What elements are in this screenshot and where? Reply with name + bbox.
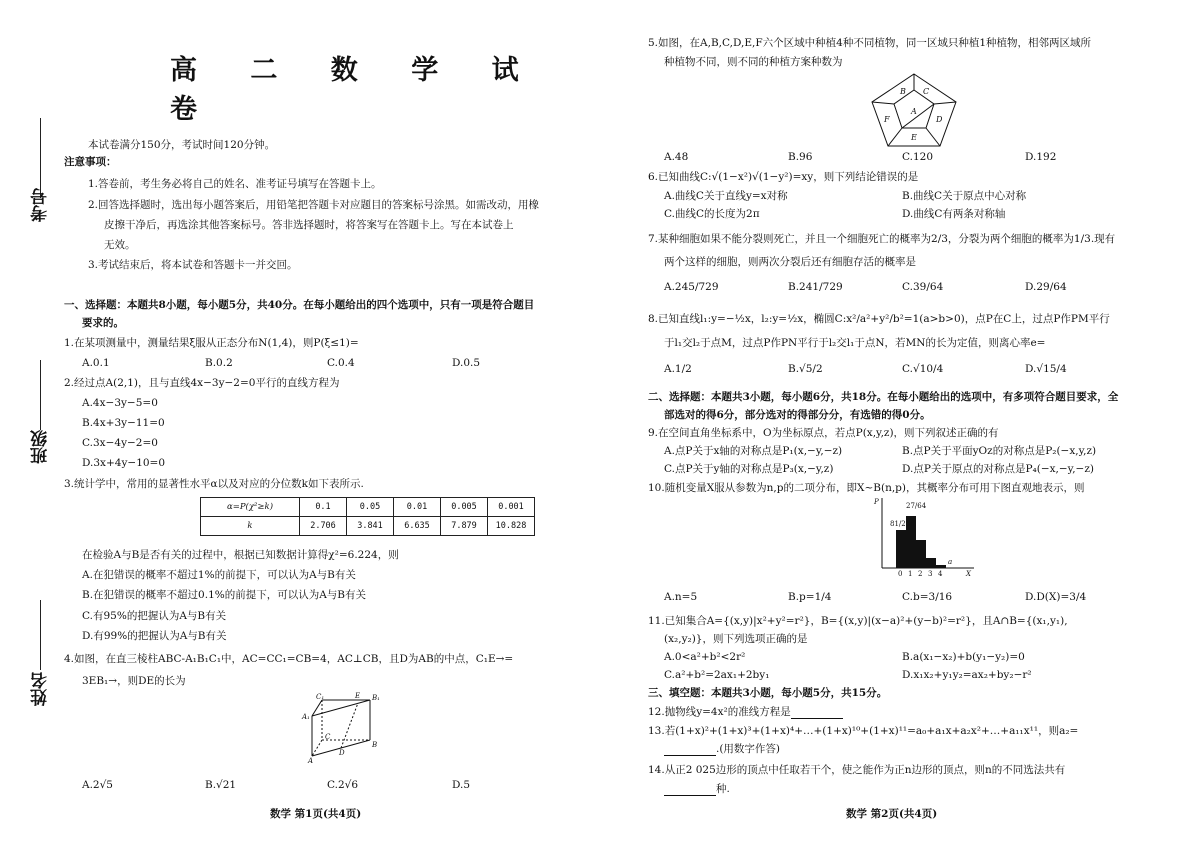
table-cell: 6.635 — [394, 517, 441, 536]
tick-4: 4 — [938, 570, 943, 578]
exam-title: 高 二 数 学 试 卷 — [170, 55, 541, 125]
q1-opt-d: D.0.5 — [452, 357, 481, 369]
q4-opt-d: D.5 — [452, 779, 471, 791]
q1-opt-c: C.0.4 — [327, 357, 355, 369]
q14-stem-2 — [664, 782, 730, 796]
table-header-cell: 0.05 — [347, 498, 394, 517]
q3-condition: 在检验A与B是否有关的过程中，根据已知数据计算得χ²=6.224，则 — [82, 549, 399, 561]
fig-label-d: D — [339, 749, 345, 757]
region-c: C — [923, 87, 930, 96]
q14-answer-blank[interactable] — [664, 784, 716, 796]
q1-opt-b: B.0.2 — [205, 357, 233, 369]
page-footer-2: 数学 第2页(共4页) — [846, 808, 938, 820]
intro-text: 本试卷满分150分，考试时间120分钟。 — [88, 139, 276, 151]
q9-opt-c: C.点P关于y轴的对称点是P₃(x,−y,z) — [664, 463, 834, 475]
q1-opt-a: A.0.1 — [82, 357, 110, 369]
q2-stem: 2.经过点A(2,1)，且与直线4x−3y−2=0平行的直线方程为 — [64, 377, 340, 389]
q9-opt-d: D.点P关于原点的对称点是P₄(−x,−y,−z) — [902, 463, 1094, 475]
q9-stem: 9.在空间直角坐标系中，O为坐标原点，若点P(x,y,z)，则下列叙述正确的有 — [648, 427, 999, 439]
q10-stem: 10.随机变量X服从参数为n,p的二项分布，即X~B(n,p)，其概率分布可用下图直观地表示，则 — [648, 482, 1085, 494]
q10-opt-d: D.D(X)=3/4 — [1025, 591, 1087, 603]
tick-0: 0 — [898, 570, 903, 578]
tick-1: 1 — [908, 570, 913, 578]
q9-opt-a: A.点P关于x轴的对称点是P₁(x,−y,−z) — [664, 445, 843, 457]
table-row — [201, 498, 535, 517]
q2-opt-c: C.3x−4y−2=0 — [82, 437, 158, 449]
region-f: F — [884, 115, 890, 124]
q8-opt-c: C.√10/4 — [902, 363, 944, 375]
label-27-64: 27/64 — [906, 502, 927, 510]
q13-answer-blank[interactable] — [664, 744, 716, 756]
page-footer-1: 数学 第1页(共4页) — [270, 808, 362, 820]
section3-heading: 三、填空题：本题共3小题，每小题5分，共15分。 — [648, 687, 888, 699]
side-label-xingming: 姓名 — [31, 672, 51, 706]
tick-3: 3 — [928, 570, 933, 578]
q8-opt-a: A.1/2 — [664, 363, 692, 375]
q4-opt-a: A.2√5 — [82, 779, 113, 791]
q11-stem: 11.已知集合A={(x,y)|x²+y²=r²}，B={(x,y)|(x−a)²+(y−b)²=r²}，且A∩B={(x₁,y₁), — [648, 615, 1068, 627]
table-header-cell: 0.1 — [300, 498, 347, 517]
table-cell: 10.828 — [488, 517, 535, 536]
notice-2b: 皮擦干净后，再选涂其他答案标号。答非选择题时，将答案写在答题卡上。写在本试卷上 — [104, 219, 514, 231]
fig-label-b: B — [372, 741, 378, 749]
q14-text-2: 种. — [716, 783, 730, 795]
q8-stem-2: 于l₁交l₂于点M，过点P作PN平行于l₂交l₁于点N，若MN的长为定值，则离心率e= — [664, 337, 1046, 349]
table-header-cell: 0.01 — [394, 498, 441, 517]
fig-label-a: A — [308, 757, 314, 764]
q4-stem: 4.如图，在直三棱柱ABC-A₁B₁C₁中，AC=CC₁=CB=4，AC⊥CB，且D为AB的中点，C₁E→= — [64, 653, 514, 665]
table-header-cell: 0.001 — [488, 498, 535, 517]
q11-stem-2: (x₂,y₂)}，则下列选项正确的是 — [664, 633, 808, 645]
q10-opt-b: B.p=1/4 — [788, 591, 832, 603]
q7-opt-b: B.241/729 — [788, 281, 843, 293]
region-b: B — [900, 87, 906, 96]
notice-1: 1.答卷前，考生务必将自己的姓名、准考证号填写在答题卡上。 — [88, 178, 382, 190]
fig-label-c1: C₁ — [316, 693, 325, 701]
table-row — [201, 517, 535, 536]
binomial-distribution-figure — [870, 494, 980, 578]
q5-opt-c: C.120 — [902, 151, 934, 163]
q7-stem: 7.某种细胞如果不能分裂则死亡，并且一个细胞死亡的概率为2/3，分裂为两个细胞的概率为1/3.现有 — [648, 233, 1116, 245]
notice-2c: 无效。 — [104, 239, 136, 251]
q13-text-2: .(用数字作答) — [716, 743, 781, 755]
q5-stem-2: 种植物不同，则不同的种植方案种数为 — [664, 56, 843, 68]
fig-label-e: E — [355, 692, 361, 700]
q2-opt-d: D.3x+4y−10=0 — [82, 457, 166, 469]
q4-opt-b: B.√21 — [205, 779, 237, 791]
q5-stem: 5.如图，在A,B,C,D,E,F六个区域中种植4种不同植物，同一区域只种植1种植物，相邻两区域所 — [648, 37, 1092, 49]
fig-label-c: C — [325, 733, 331, 741]
q4-opt-c: C.2√6 — [327, 779, 359, 791]
notice-2: 2.回答选择题时，选出每小题答案后，用铅笔把答题卡对应题目的答案标号涂黑。如需改动，用橡 — [88, 199, 540, 211]
q11-opt-d: D.x₁x₂+y₁y₂=ax₂+by₂−r² — [902, 669, 1032, 681]
q1-stem: 1.在某项测量中，测量结果ξ服从正态分布N(1,4)，则P(ξ≤1)= — [64, 337, 359, 349]
q5-opt-b: B.96 — [788, 151, 813, 163]
tick-2: 2 — [918, 570, 923, 578]
bar-x4 — [936, 565, 946, 568]
bar-x3 — [926, 558, 936, 568]
q12-answer-blank[interactable] — [791, 707, 843, 719]
table-cell: 3.841 — [347, 517, 394, 536]
right-page — [600, 0, 1200, 846]
q8-opt-b: B.√5/2 — [788, 363, 823, 375]
q13-stem-2 — [664, 742, 780, 756]
side-label-banji: 班级 — [31, 430, 51, 464]
q7-opt-c: C.39/64 — [902, 281, 944, 293]
region-d: D — [936, 115, 943, 124]
q14-stem: 14.从正2 025边形的顶点中任取若干个，使之能作为正n边形的顶点，则n的不同选法共有 — [648, 764, 1066, 776]
q6-stem: 6.已知曲线C:√(1−x²)√(1−y²)=xy，则下列结论错误的是 — [648, 171, 919, 183]
q8-opt-d: D.√15/4 — [1025, 363, 1067, 375]
section2-heading: 二、选择题：本题共3小题，每小题6分，共18分。在每小题给出的选项中，有多项符合题目要求，全 — [648, 391, 1119, 403]
q3-opt-a: A.在犯错误的概率不超过1%的前提下，可以认为A与B有关 — [82, 569, 356, 581]
q5-opt-a: A.48 — [664, 151, 689, 163]
section1-heading: 一、选择题：本题共8小题，每小题5分，共40分。在每小题给出的四个选项中，只有一项是符合题目 — [64, 299, 535, 311]
banji-line — [40, 360, 42, 430]
q11-opt-a: A.0<a²+b²<2r² — [664, 651, 746, 663]
q9-opt-b: B.点P关于平面yOz的对称点是P₂(−x,y,z) — [902, 445, 1097, 457]
label-81-256: 81/256 — [890, 520, 915, 528]
q11-opt-b: B.a(x₁−x₂)+b(y₁−y₂)=0 — [902, 651, 1025, 663]
q3-opt-d: D.有99%的把握认为A与B有关 — [82, 630, 227, 642]
q10-opt-c: C.b=3/16 — [902, 591, 953, 603]
q6-opt-b: B.曲线C关于原点中心对称 — [902, 190, 1027, 202]
bar-x0 — [896, 530, 906, 568]
q2-opt-a: A.4x−3y−5=0 — [82, 397, 158, 409]
q13-stem: 13.若(1+x)²+(1+x)³+(1+x)⁴+…+(1+x)¹⁰+(1+x)¹¹=a₀+a₁x+a₂x²+…+a₁₁x¹¹，则a₂= — [648, 725, 1079, 737]
kaohao-line — [40, 118, 42, 198]
prism-figure — [298, 692, 388, 764]
axis-label-x: X — [966, 570, 971, 578]
table-header-cell: 0.005 — [441, 498, 488, 517]
q8-stem: 8.已知直线l₁:y=−½x，l₂:y=½x，椭圆C:x²/a²+y²/b²=1(a>b>0)，点P在C上，过点P作PM平行 — [648, 313, 1110, 325]
significance-table — [200, 497, 535, 536]
q7-opt-d: D.29/64 — [1025, 281, 1067, 293]
pentagon-figure — [868, 72, 960, 148]
table-cell: k — [201, 517, 300, 536]
section2-heading-2: 部选对的得6分，部分选对的得部分分，有选错的得0分。 — [664, 409, 931, 421]
region-e: E — [911, 133, 917, 142]
region-a: A — [911, 107, 917, 116]
q7-stem-2: 两个这样的细胞，则两次分裂后还有细胞存活的概率是 — [664, 256, 916, 268]
table-cell: 2.706 — [300, 517, 347, 536]
xingming-line — [40, 600, 42, 670]
q6-opt-d: D.曲线C有两条对称轴 — [902, 208, 1006, 220]
notice-3: 3.考试结束后，将本试卷和答题卡一并交回。 — [88, 259, 298, 271]
section1-heading-2: 要求的。 — [82, 317, 124, 329]
q12-text: 12.抛物线y=4x²的准线方程是 — [648, 706, 791, 718]
fig-label-a1: A₁ — [302, 713, 310, 721]
q10-opt-a: A.n=5 — [664, 591, 698, 603]
q12-stem — [648, 705, 843, 719]
q6-opt-c: C.曲线C的长度为2π — [664, 208, 760, 220]
q6-opt-a: A.曲线C关于直线y=x对称 — [664, 190, 788, 202]
q3-opt-c: C.有95%的把握认为A与B有关 — [82, 610, 227, 622]
bar-x2 — [916, 540, 926, 568]
table-header-cell: α=P(χ²≥k) — [201, 498, 300, 517]
q3-stem: 3.统计学中，常用的显著性水平α以及对应的分位数k如下表所示. — [64, 478, 364, 490]
axis-label-p: P — [874, 498, 879, 506]
side-label-kaohao: 考号 — [31, 188, 51, 222]
q2-opt-b: B.4x+3y−11=0 — [82, 417, 165, 429]
q7-opt-a: A.245/729 — [664, 281, 719, 293]
label-a: a — [948, 558, 953, 566]
q4-stem-2: 3EB₁→，则DE的长为 — [82, 675, 186, 687]
q11-opt-c: C.a²+b²=2ax₁+2by₁ — [664, 669, 770, 681]
fig-label-b1: B₁ — [372, 694, 380, 702]
q3-opt-b: B.在犯错误的概率不超过0.1%的前提下，可以认为A与B有关 — [82, 589, 367, 601]
table-cell: 7.879 — [441, 517, 488, 536]
q5-opt-d: D.192 — [1025, 151, 1057, 163]
notice-heading: 注意事项： — [64, 156, 117, 168]
